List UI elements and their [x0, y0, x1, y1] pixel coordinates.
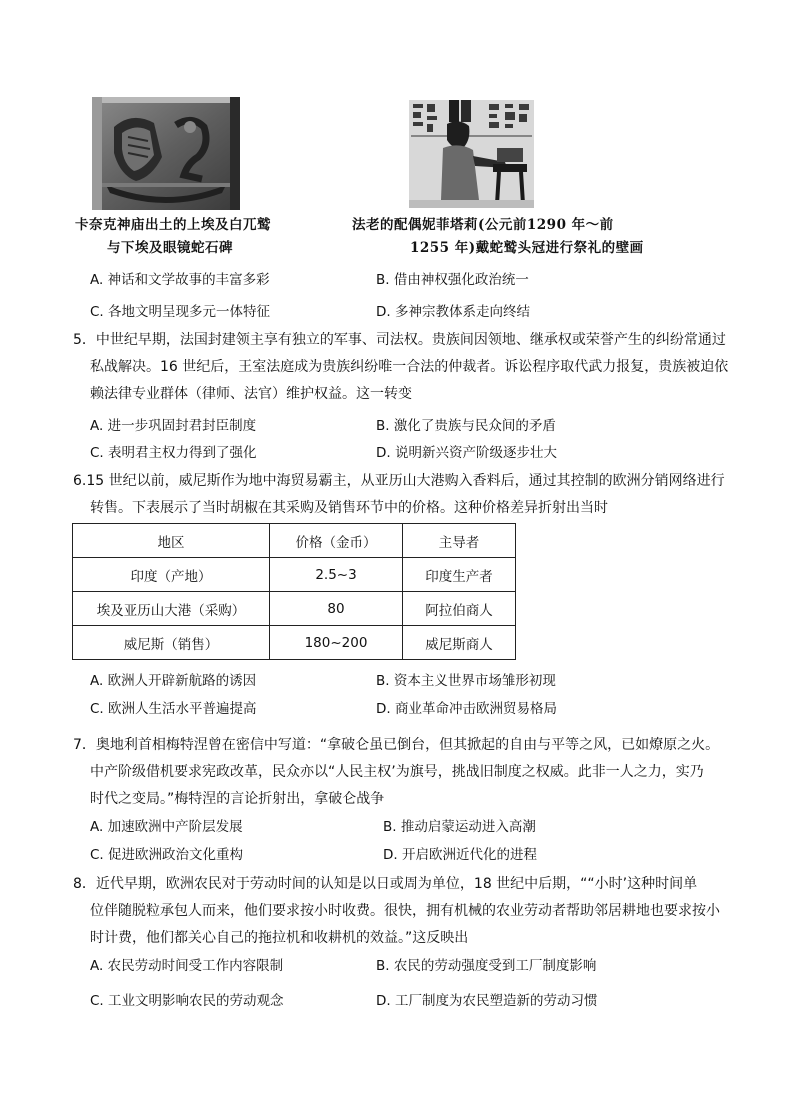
stele-caption: 与下埃及眼镜蛇石碑 — [107, 240, 233, 256]
q5-option-d[interactable]: D. 说明新兴资产阶级逐步壮大 — [376, 445, 557, 461]
table-cell: 印度生产者 — [403, 558, 516, 592]
q7-option-c[interactable]: C. 促进欧洲政治文化重构 — [90, 847, 244, 863]
table-cell: 180~200 — [270, 626, 403, 660]
q6-option-b[interactable]: B. 资本主义世界市场雏形初现 — [376, 673, 556, 689]
q4-option-d[interactable]: D. 多神宗教体系走向终结 — [376, 304, 530, 320]
q7-option-b[interactable]: B. 推动启蒙运动进入高潮 — [383, 819, 536, 835]
q8-stem: 位伴随脱粒承包人而来，他们要求按小时收费。很快，拥有机械的农业劳动者帮助邻居耕地也要求按小 — [90, 903, 720, 919]
q8-option-c[interactable]: C. 工业文明影响农民的劳动观念 — [90, 993, 284, 1009]
table-cell: 威尼斯商人 — [403, 626, 516, 660]
table-row — [73, 592, 516, 626]
table-cell: 埃及亚历山大港（采购） — [73, 592, 270, 626]
q4-option-b[interactable]: B. 借由神权强化政治统一 — [376, 272, 529, 288]
q5-stem: 私战解决。16 世纪后，王室法庭成为贵族纠纷唯一合法的仲裁者。诉讼程序取代武力报复，贵族被迫依 — [90, 359, 729, 375]
table-header-cell: 价格（金币） — [270, 524, 403, 558]
table-row — [73, 558, 516, 592]
q8-stem: 时计费，他们都关心自己的拖拉机和收耕机的效益。”这反映出 — [90, 930, 469, 946]
q5-option-b[interactable]: B. 激化了贵族与民众间的矛盾 — [376, 418, 556, 434]
q6-option-d[interactable]: D. 商业革命冲击欧洲贸易格局 — [376, 701, 557, 717]
mural-image — [409, 100, 534, 208]
q7-stem: 时代之变局。”梅特涅的言论折射出，拿破仑战争 — [90, 791, 385, 807]
q5-stem: 赖法律专业群体（律师、法官）维护权益。这一转变 — [90, 386, 412, 402]
q6-stem: 转售。下表展示了当时胡椒在其采购及销售环节中的价格。这种价格差异折射出当时 — [90, 500, 608, 516]
q7-stem: 7．奥地利首相梅特涅曾在密信中写道：“拿破仑虽已倒台，但其掀起的自由与平等之风，已如燎原之火。 — [73, 737, 720, 753]
q7-stem: 中产阶级借机要求宪政改革，民众亦以“人民主权’为旗号，挑战旧制度之权威。此非一人之力，实乃 — [90, 764, 704, 780]
q8-option-a[interactable]: A. 农民劳动时间受工作内容限制 — [90, 958, 284, 974]
stele-image — [92, 97, 240, 210]
q4-option-a[interactable]: A. 神话和文学故事的丰富多彩 — [90, 272, 270, 288]
q8-option-b[interactable]: B. 农民的劳动强度受到工厂制度影响 — [376, 958, 597, 974]
q4-option-c[interactable]: C. 各地文明呈现多元一体特征 — [90, 304, 271, 320]
q5-option-a[interactable]: A. 进一步巩固封君封臣制度 — [90, 418, 257, 434]
q6-option-c[interactable]: C. 欧洲人生活水平普遍提高 — [90, 701, 257, 717]
stele-caption: 卡奈克神庙出土的上埃及白兀鹫 — [75, 217, 271, 233]
table-cell: 威尼斯（销售） — [73, 626, 270, 660]
table-cell: 阿拉伯商人 — [403, 592, 516, 626]
q7-option-a[interactable]: A. 加速欧洲中产阶层发展 — [90, 819, 243, 835]
q5-stem: 5．中世纪早期，法国封建领主享有独立的军事、司法权。贵族间因领地、继承权或荣誉产生的纠纷常通过 — [73, 332, 726, 348]
mural-caption: 法老的配偶妮菲塔莉(公元前1290 年～前 — [352, 217, 614, 233]
table-cell: 2.5~3 — [270, 558, 403, 592]
q7-option-d[interactable]: D. 开启欧洲近代化的进程 — [383, 847, 537, 863]
q5-option-c[interactable]: C. 表明君主权力得到了强化 — [90, 445, 257, 461]
table-cell: 印度（产地） — [73, 558, 270, 592]
table-header-cell: 主导者 — [403, 524, 516, 558]
mural-caption: 1255 年)戴蛇鹫头冠进行祭礼的壁画 — [410, 240, 644, 256]
table-row — [73, 626, 516, 660]
q6-option-a[interactable]: A. 欧洲人开辟新航路的诱因 — [90, 673, 257, 689]
q6-stem: 6.15 世纪以前，威尼斯作为地中海贸易霸主，从亚历山大港购入香料后，通过其控制的欧洲分销网络进行 — [73, 473, 725, 489]
q8-option-d[interactable]: D. 工厂制度为农民塑造新的劳动习惯 — [376, 993, 598, 1009]
table-header-cell: 地区 — [73, 524, 270, 558]
table-cell: 80 — [270, 592, 403, 626]
table-header-row — [73, 524, 516, 558]
q8-stem: 8．近代早期，欧洲农民对于劳动时间的认知是以日或周为单位，18 世纪中后期，““小时’这种时间单 — [73, 876, 698, 892]
price-table — [72, 523, 516, 660]
